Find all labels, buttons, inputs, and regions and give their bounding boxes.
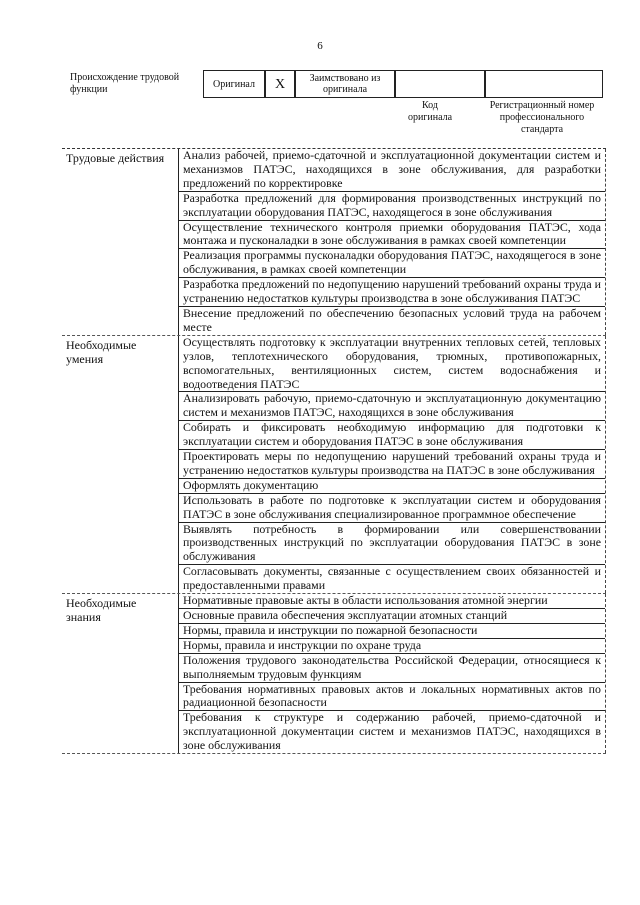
list-item: Внесение предложений по обеспечению безопасных условий труда на рабочем месте <box>183 305 601 334</box>
functions-table <box>62 148 606 754</box>
reg-number-caption: Регистрационный номер профессионального стандарта <box>489 100 595 135</box>
list-item: Проектировать меры по недопущению нарушений требований охраны труда и устранению недостатков культуры производства на ПАТЭС в зоне обслуживания <box>179 450 605 479</box>
section-title: Необходимые умения <box>66 337 137 366</box>
section-skills <box>62 336 606 594</box>
section-title: Необходимые знания <box>66 596 137 625</box>
code-cell <box>395 70 485 98</box>
original-mark: X <box>265 70 295 98</box>
section-items <box>178 594 606 753</box>
section-title: Трудовые действия <box>66 151 165 165</box>
list-item: Разработка предложений по недопущению нарушений требований охраны труда и устранению недостатков культуры производства в зоне обслуживания ПАТЭС <box>179 278 605 307</box>
section-actions <box>62 149 606 336</box>
section-items <box>178 149 606 335</box>
list-item: Оформлять документацию <box>179 479 605 494</box>
list-item: Осуществлять подготовку к эксплуатации внутренних тепловых сетей, тепловых узлов, теплотехнического оборудования, трюмных, противопожарных, вспомогательных, вентиляционных систем, систем водоснабжения и водоотведения ПАТЭС <box>179 336 605 393</box>
list-item: Выявлять потребность в формировании или совершенствовании производственных инструкций по эксплуатации оборудования ПАТЭС в зоне обслуживания <box>179 523 605 566</box>
section-knowledge <box>62 594 606 754</box>
reg-number-cell <box>485 70 603 98</box>
list-item: Требования нормативных правовых актов и локальных нормативных актов по радиационной безопасности <box>179 683 605 712</box>
page-number: 6 <box>317 40 323 52</box>
list-item: Положения трудового законодательства Российской Федерации, относящиеся к выполняемым трудовым функциям <box>179 654 605 683</box>
borrowed-cell: Заимствовано из оригинала <box>295 70 395 98</box>
list-item: Анализировать рабочую, приемо-сдаточную и эксплуатационную документацию систем и механизмов ПАТЭС, находящихся в зоне обслуживания <box>179 392 605 421</box>
list-item: Собирать и фиксировать необходимую информацию для подготовки к эксплуатации систем и оборудования ПАТЭС в зоне обслуживания <box>179 421 605 450</box>
list-item: Осуществление технического контроля приемки оборудования ПАТЭС, хода монтажа и пусконаладки в зоне обслуживания в рамках своей компетенции <box>179 221 605 250</box>
list-item: Разработка предложений для формирования производственных инструкций по эксплуатации оборудования ПАТЭС, находящегося в зоне обслуживания <box>179 192 605 221</box>
list-item: Требования к структуре и содержанию рабочей, приемо-сдаточной и эксплуатационной документации систем и механизмов ПАТЭС, находящихся в зоне обслуживания <box>183 710 601 753</box>
section-items <box>178 336 606 593</box>
list-item: Использовать в работе по подготовке к эксплуатации систем и оборудования ПАТЭС в зоне обслуживания специализированное программное обеспечение <box>179 494 605 523</box>
list-item: Нормативные правовые акты в области использования атомной энергии <box>179 594 605 609</box>
list-item: Реализация программы пусконаладки оборудования ПАТЭС, находящегося в зоне обслуживания, в рамках своей компетенции <box>179 249 605 278</box>
list-item: Основные правила обеспечения эксплуатации атомных станций <box>179 609 605 624</box>
original-cell: Оригинал <box>203 70 265 98</box>
list-item: Анализ рабочей, приемо-сдаточной и эксплуатационной документации систем и механизмов ПАТЭС, находящихся в зоне обслуживания, для разработки предложений по корректировке <box>179 149 605 192</box>
code-caption: Код оригинала <box>407 100 453 123</box>
list-item: Нормы, правила и инструкции по охране труда <box>179 639 605 654</box>
list-item: Нормы, правила и инструкции по пожарной безопасности <box>179 624 605 639</box>
list-item: Согласовывать документы, связанные с осуществлением своих обязанностей и предоставленными правами <box>183 564 601 593</box>
origin-label: Происхождение трудовой функции <box>70 72 180 95</box>
